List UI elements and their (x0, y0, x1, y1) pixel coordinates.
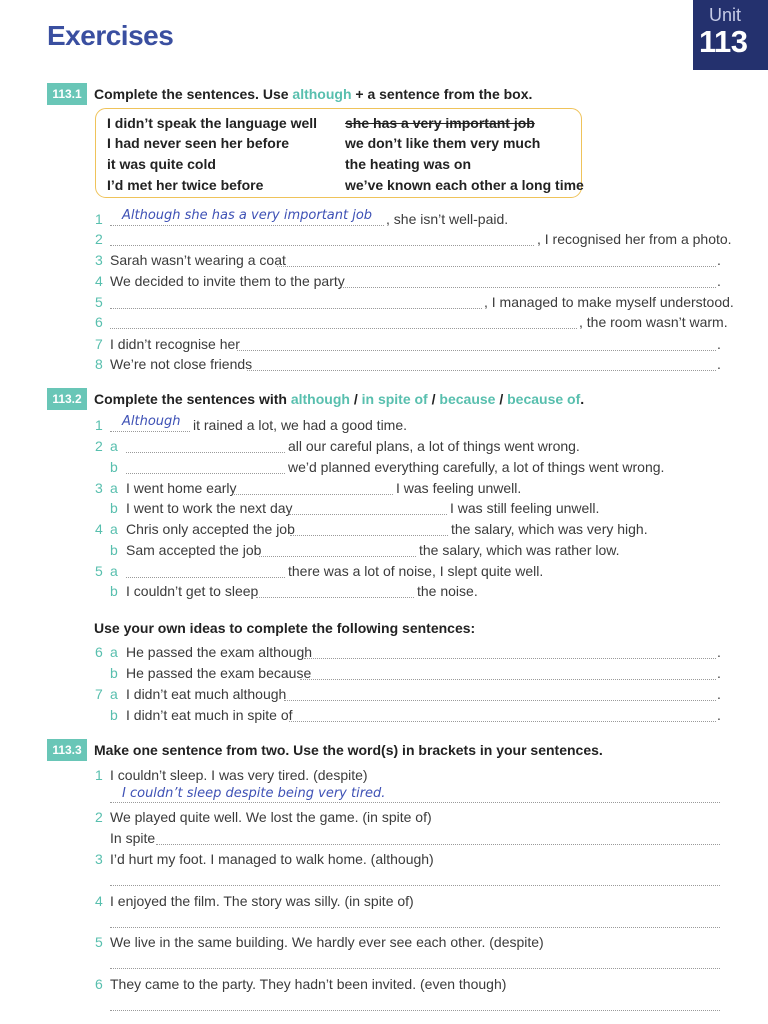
item-letter: b (110, 665, 118, 681)
item-letter: a (110, 563, 118, 579)
item-number: 2 (95, 438, 103, 454)
separator: / (349, 391, 362, 407)
sentence-start: I didn’t eat much although (126, 686, 287, 702)
answer-line[interactable] (289, 514, 447, 515)
sentence-end: , the room wasn’t warm. (579, 314, 728, 330)
sentence-end: , I managed to make myself understood. (484, 294, 734, 310)
sentence-start: Sam accepted the job (126, 542, 262, 558)
sentence-start: I went home early (126, 480, 237, 496)
answer-line[interactable] (110, 1010, 720, 1011)
instruction-keyword: because (439, 391, 496, 407)
box-sentence: I had never seen her before (107, 135, 290, 151)
answer-line[interactable] (110, 245, 534, 246)
item-letter: a (110, 521, 118, 537)
answer-line[interactable] (110, 885, 720, 886)
answer-line[interactable] (284, 700, 716, 701)
sentence-end: I was feeling unwell. (396, 480, 522, 496)
answer-line[interactable] (289, 721, 716, 722)
prompt-text: I’d hurt my foot. I managed to walk home. (although) (110, 851, 434, 867)
exercise-113-3-instruction: Make one sentence from two. Use the word(s) in brackets in your sentences. (94, 742, 603, 758)
sentence-end: , she isn’t well-paid. (386, 211, 509, 227)
sentence-end: the salary, which was very high. (451, 521, 648, 537)
separator: / (427, 391, 440, 407)
unit-number: 113 (699, 24, 748, 59)
separator: / (495, 391, 508, 407)
box-sentence: it was quite cold (107, 156, 216, 172)
sentence-end: it rained a lot, we had a good time. (193, 417, 408, 433)
item-number: 1 (95, 767, 103, 783)
item-number: 6 (95, 314, 103, 330)
sentence-start: I didn’t recognise her (110, 336, 240, 352)
instruction-keyword: in spite of (361, 391, 428, 407)
answer-line[interactable] (300, 679, 716, 680)
instruction-keyword: although (290, 391, 350, 407)
exercise-113-2-tag: 113.2 (47, 388, 87, 410)
answer-line[interactable] (110, 927, 720, 928)
sentence-end: I was still feeling unwell. (450, 500, 600, 516)
prompt-text: We live in the same building. We hardly ever see each other. (despite) (110, 934, 544, 950)
sentence-end: the noise. (417, 583, 478, 599)
answer-line[interactable] (259, 556, 416, 557)
item-number: 3 (95, 252, 103, 268)
item-number: 5 (95, 934, 103, 950)
answer-line[interactable] (339, 287, 716, 288)
sentence-end: . (717, 686, 721, 702)
item-letter: a (110, 480, 118, 496)
item-letter: b (110, 583, 118, 599)
sentence-end: . (717, 252, 721, 268)
sentence-start: Sarah wasn’t wearing a coat (110, 252, 286, 268)
answer-line[interactable] (126, 473, 285, 474)
prompt-text: They came to the party. They hadn’t been invited. (even though) (110, 976, 507, 992)
prompt-text: I couldn’t sleep. I was very tired. (despite) (110, 767, 368, 783)
item-number: 6 (95, 644, 103, 660)
sentence-start: I didn’t eat much in spite of (126, 707, 293, 723)
item-letter: a (110, 438, 118, 454)
page-title: Exercises (47, 20, 174, 51)
sentence-end: . (717, 356, 721, 372)
instruction-text: + a sentence from the box. (351, 86, 533, 102)
answer-line[interactable] (304, 658, 716, 659)
item-letter: a (110, 644, 118, 660)
item-number: 4 (95, 273, 103, 289)
answer-line[interactable] (290, 535, 448, 536)
own-ideas-heading: Use your own ideas to complete the following sentences: (94, 620, 476, 636)
instruction-keyword: because of (507, 391, 581, 407)
item-number: 4 (95, 893, 103, 909)
answer-line[interactable] (126, 577, 285, 578)
item-number: 5 (95, 294, 103, 310)
sentence-start: Chris only accepted the job (126, 521, 295, 537)
answer-line[interactable] (126, 452, 285, 453)
instruction-text: Complete the sentences. Use (94, 86, 293, 102)
item-letter: a (110, 686, 118, 702)
unit-label: Unit (709, 5, 742, 25)
item-number: 3 (95, 851, 103, 867)
answer-starter: In spite (110, 830, 156, 846)
sentence-start: I couldn’t get to sleep (126, 583, 259, 599)
box-sentence: I didn’t speak the language well (107, 115, 318, 131)
sentence-start: We’re not close friends (110, 356, 253, 372)
item-letter: b (110, 500, 118, 516)
sentence-start: He passed the exam although (126, 644, 313, 660)
item-number: 8 (95, 356, 103, 372)
answer-line[interactable] (110, 308, 482, 309)
answer-line[interactable] (110, 328, 577, 329)
exercise-113-1-instruction (94, 86, 532, 102)
box-sentence: the heating was on (345, 156, 472, 172)
item-number: 7 (95, 336, 103, 352)
answer-line[interactable] (110, 968, 720, 969)
box-sentence-crossed-out: she has a very important job (345, 115, 535, 131)
sentence-start: I went to work the next day (126, 500, 293, 516)
item-number: 2 (95, 809, 103, 825)
item-number: 1 (95, 211, 103, 227)
answer-line[interactable] (256, 597, 414, 598)
sentence-end: . (717, 665, 721, 681)
item-letter: b (110, 459, 118, 475)
item-letter: b (110, 707, 118, 723)
item-number: 1 (95, 417, 103, 433)
box-sentence: we’ve known each other a long time (345, 177, 584, 193)
item-number: 4 (95, 521, 103, 537)
exercise-113-3-tag: 113.3 (47, 739, 87, 761)
sentence-end: . (717, 707, 721, 723)
handwritten-answer: Although (122, 414, 181, 429)
instruction-keyword: although (292, 86, 352, 102)
answer-line[interactable] (237, 350, 716, 351)
instruction-text: . (580, 391, 585, 407)
handwritten-answer: Although she has a very important job (122, 208, 373, 223)
box-sentence: I’d met her twice before (107, 177, 264, 193)
sentence-end: we’d planned everything carefully, a lot of things went wrong. (288, 459, 665, 475)
item-number: 7 (95, 686, 103, 702)
answer-line[interactable] (156, 844, 720, 845)
exercise-113-2-instruction (94, 391, 584, 407)
exercise-113-1-tag: 113.1 (47, 83, 87, 105)
sentence-start: We decided to invite them to the party (110, 273, 345, 289)
box-sentence: we don’t like them very much (345, 135, 541, 151)
item-number: 6 (95, 976, 103, 992)
instruction-text: Complete the sentences with (94, 391, 291, 407)
answer-line[interactable] (277, 266, 716, 267)
answer-line[interactable] (234, 494, 393, 495)
prompt-text: We played quite well. We lost the game. (in spite of) (110, 809, 432, 825)
answer-line[interactable] (110, 802, 720, 803)
sentence-end: the salary, which was rather low. (419, 542, 620, 558)
answer-line[interactable] (110, 431, 190, 432)
prompt-text: I enjoyed the film. The story was silly. (in spite of) (110, 893, 414, 909)
sentence-end: . (717, 336, 721, 352)
sentence-end: there was a lot of noise, I slept quite well. (288, 563, 544, 579)
sentence-end: , I recognised her from a photo. (537, 231, 732, 247)
sentence-end: . (717, 273, 721, 289)
item-number: 3 (95, 480, 103, 496)
sentence-end: all our careful plans, a lot of things went wrong. (288, 438, 580, 454)
answer-line[interactable] (110, 225, 384, 226)
item-number: 2 (95, 231, 103, 247)
handwritten-answer: I couldn’t sleep despite being very tired. (122, 786, 386, 801)
item-number: 5 (95, 563, 103, 579)
sentence-end: . (717, 644, 721, 660)
sentence-start: He passed the exam because (126, 665, 312, 681)
answer-line[interactable] (247, 370, 716, 371)
item-letter: b (110, 542, 118, 558)
